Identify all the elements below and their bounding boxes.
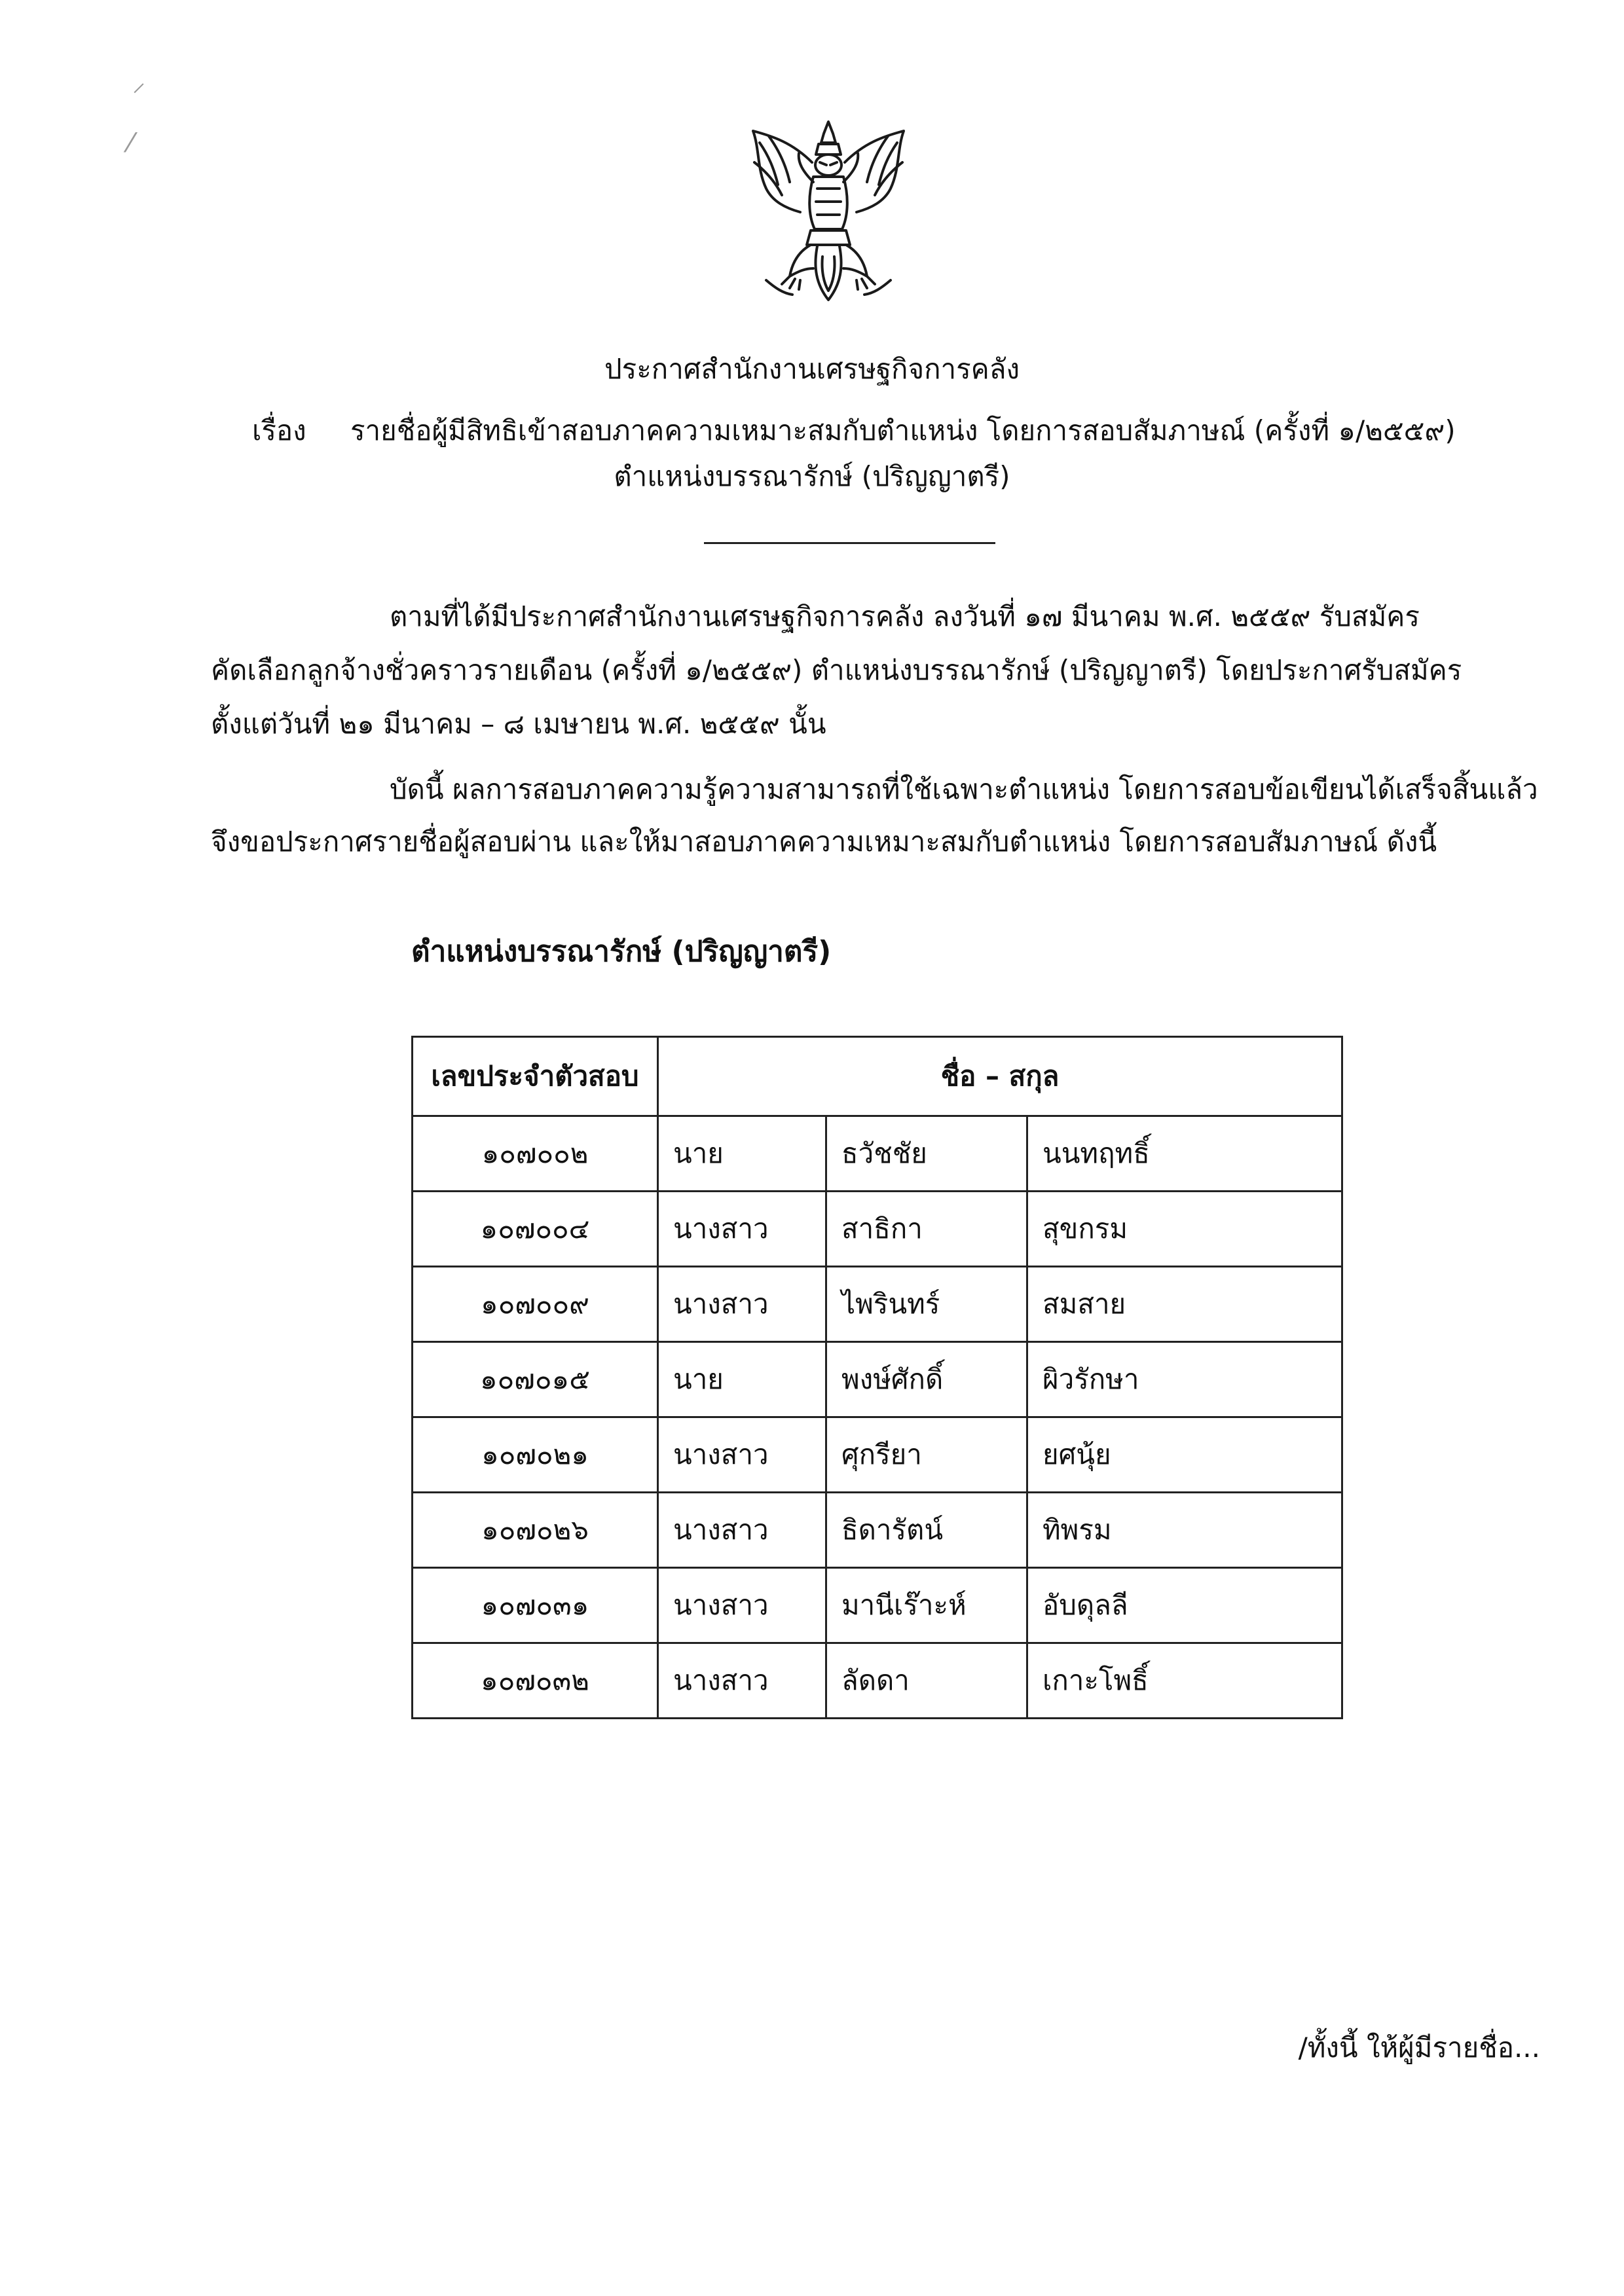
paragraph1-line-3: ตั้งแต่วันที่ ๒๑ มีนาคม – ๘ เมษายน พ.ศ. ๒๕๕๙ นั้น xyxy=(211,708,826,740)
name-title: นางสาว xyxy=(658,1493,826,1568)
table-row xyxy=(413,1342,1342,1417)
exam-id: ๑๐๗๐๒๖ xyxy=(413,1493,658,1568)
table-row xyxy=(413,1417,1342,1493)
first-name: พงษ์ศักดิ์ xyxy=(826,1342,1027,1417)
name-title: นาย xyxy=(658,1342,826,1417)
position-line: ตำแหน่งบรรณารักษ์ (ปริญญาตรี) xyxy=(614,460,1010,492)
garuda-emblem-icon xyxy=(740,117,917,306)
section-heading: ตำแหน่งบรรณารักษ์ (ปริญญาตรี) xyxy=(411,935,832,968)
table-row xyxy=(413,1116,1342,1192)
name-title: นางสาว xyxy=(658,1192,826,1267)
header-divider xyxy=(704,542,995,544)
header-exam-id: เลขประจำตัวสอบ xyxy=(413,1037,658,1116)
table-row xyxy=(413,1643,1342,1719)
paragraph1-line-2: คัดเลือกลูกจ้างชั่วคราวรายเดือน (ครั้งที่ ๑/๒๕๕๙) ตำแหน่งบรรณารักษ์ (ปริญญาตรี) โดยประกาศรับสมัคร xyxy=(211,654,1462,686)
exam-id: ๑๐๗๐๓๑ xyxy=(413,1568,658,1643)
last-name: ผิวรักษา xyxy=(1027,1342,1342,1417)
last-name: อับดุลลี xyxy=(1027,1568,1342,1643)
name-title: นาย xyxy=(658,1116,826,1192)
first-name: ลัดดา xyxy=(826,1643,1027,1719)
paragraph2-line-2: จึงขอประกาศรายชื่อผู้สอบผ่าน และให้มาสอบภาคความเหมาะสมกับตำแหน่ง โดยการสอบสัมภาษณ์ ดังนี้ xyxy=(211,826,1437,858)
subject-text: รายชื่อผู้มีสิทธิเข้าสอบภาคความเหมาะสมกับตำแหน่ง โดยการสอบสัมภาษณ์ (ครั้งที่ ๑/๒๕๕๙) xyxy=(350,414,1456,446)
last-name: สมสาย xyxy=(1027,1267,1342,1342)
exam-id: ๑๐๗๐๐๙ xyxy=(413,1267,658,1342)
subject-prefix: เรื่อง xyxy=(252,414,306,446)
table-row xyxy=(413,1192,1342,1267)
table-row xyxy=(413,1568,1342,1643)
scan-mark-lower: ⁄ xyxy=(128,128,133,158)
candidate-table xyxy=(411,1036,1343,1719)
table-row xyxy=(413,1493,1342,1568)
name-title: นางสาว xyxy=(658,1267,826,1342)
announcement-title: ประกาศสำนักงานเศรษฐกิจการคลัง xyxy=(604,353,1020,385)
continuation-note: /ทั้งนี้ ให้ผู้มีรายชื่อ... xyxy=(1298,2032,1540,2064)
exam-id: ๑๐๗๐๓๒ xyxy=(413,1643,658,1719)
first-name: มานีเร๊าะห์ xyxy=(826,1568,1027,1643)
name-title: นางสาว xyxy=(658,1643,826,1719)
last-name: ยศนุ้ย xyxy=(1027,1417,1342,1493)
first-name: สาธิกา xyxy=(826,1192,1027,1267)
first-name: ธิดารัตน์ xyxy=(826,1493,1027,1568)
first-name: ธวัชชัย xyxy=(826,1116,1027,1192)
exam-id: ๑๐๗๐๑๕ xyxy=(413,1342,658,1417)
last-name: นนทฤทธิ์ xyxy=(1027,1116,1342,1192)
exam-id: ๑๐๗๐๒๑ xyxy=(413,1417,658,1493)
exam-id: ๑๐๗๐๐๒ xyxy=(413,1116,658,1192)
last-name: ทิพรม xyxy=(1027,1493,1342,1568)
name-title: นางสาว xyxy=(658,1568,826,1643)
last-name: เกาะโพธิ์ xyxy=(1027,1643,1342,1719)
header-full-name: ชื่อ – สกุล xyxy=(658,1037,1342,1116)
first-name: ไพรินทร์ xyxy=(826,1267,1027,1342)
scan-mark-top: ⸝ xyxy=(132,67,145,98)
table-row xyxy=(413,1267,1342,1342)
table-header-row xyxy=(413,1037,1342,1116)
subject-line xyxy=(252,411,1456,450)
last-name: สุขกรม xyxy=(1027,1192,1342,1267)
name-title: นางสาว xyxy=(658,1417,826,1493)
first-name: ศุกรียา xyxy=(826,1417,1027,1493)
exam-id: ๑๐๗๐๐๔ xyxy=(413,1192,658,1267)
paragraph1-line-1: ตามที่ได้มีประกาศสำนักงานเศรษฐกิจการคลัง ลงวันที่ ๑๗ มีนาคม พ.ศ. ๒๕๕๙ รับสมัคร xyxy=(390,600,1420,632)
paragraph2-line-1: บัดนี้ ผลการสอบภาคความรู้ความสามารถที่ใช้เฉพาะตำแหน่ง โดยการสอบข้อเขียนได้เสร็จสิ้นแล้ว xyxy=(390,773,1538,805)
